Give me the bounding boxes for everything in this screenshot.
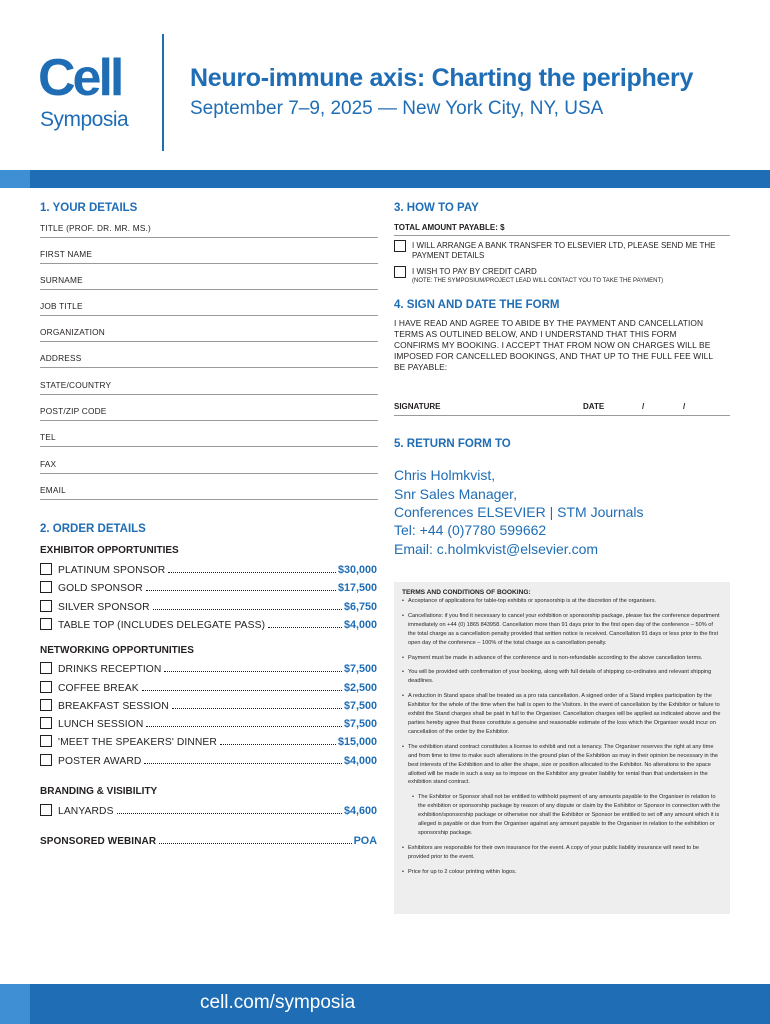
webinar-label: SPONSORED WEBINAR <box>40 836 157 847</box>
terms-item: • The exhibition stand contract constitutes a license to exhibit and not a tenancy. The Organiser reserves the right at any time and from time to time to make such alterations in the ground plan of the Exhibition as may in their opinion be necessary in the best interests of the Exhibition and to alter the shape, size or position allocated to the Exhibitor. No alterations to the space allotted will be made in such a way as to impose on the Exhibitor any greater liability for rental than that undertaken in the exhibition stand contract. <box>402 743 722 788</box>
job-title-field[interactable]: JOB TITLE <box>40 298 378 316</box>
lanyards-checkbox[interactable] <box>40 804 52 816</box>
order-item-label: LANYARDS <box>58 806 114 817</box>
order-item-lanyards[interactable] <box>40 803 377 817</box>
contact-role: Snr Sales Manager, <box>394 486 517 502</box>
first-name-field[interactable]: FIRST NAME <box>40 246 378 264</box>
return-heading: 5. RETURN FORM TO <box>394 438 511 450</box>
order-details-heading: 2. ORDER DETAILS <box>40 523 146 535</box>
date-label: DATE <box>583 402 605 411</box>
order-item-speakers-dinner[interactable] <box>40 734 377 748</box>
silver-checkbox[interactable] <box>40 600 52 612</box>
order-item-price: $15,000 <box>337 736 377 748</box>
leader-dots <box>164 671 342 672</box>
order-item-lunch[interactable] <box>40 716 377 730</box>
leader-dots <box>168 572 336 573</box>
top-band-tab <box>0 170 30 188</box>
logo-word: Cell <box>38 49 122 107</box>
platinum-checkbox[interactable] <box>40 563 52 575</box>
speakers-dinner-checkbox[interactable] <box>40 735 52 747</box>
order-item-label: POSTER AWARD <box>58 756 142 767</box>
header-divider <box>162 34 164 151</box>
order-item-price: $4,000 <box>343 755 377 767</box>
bank-transfer-label: I WILL ARRANGE A BANK TRANSFER TO ELSEVIER LTD, PLEASE SEND ME THE PAYMENT DETAILS <box>412 241 716 260</box>
order-item-price: $7,500 <box>343 663 377 675</box>
leader-dots <box>146 590 336 591</box>
terms-item: • Payment must be made in advance of the conference and is non-refundable according to the above cancellation terms. <box>402 654 722 663</box>
tel-field[interactable]: TEL <box>40 429 378 447</box>
credit-card-label: I WISH TO PAY BY CREDIT CARD <box>412 267 537 276</box>
top-band <box>0 170 770 188</box>
order-item-coffee[interactable] <box>40 680 377 694</box>
terms-item: • Cancellations: if you find it necessary to cancel your exhibition or sponsorship package, please fax the conference department immediately on +44 (0) 1865 843958. Cancellation more than 91 days prior to the first open day of the conference – 50% of the total charge as a cancellation penalty provided that written notice is received. Cancellation 91 days or less prior to the first open day of the conference – 100% of the total charge as a cancellation penalty. <box>402 612 722 648</box>
footer-url[interactable]: cell.com/symposia <box>200 992 356 1013</box>
leader-dots <box>268 627 342 628</box>
leader-dots <box>153 609 342 610</box>
table-top-checkbox[interactable] <box>40 618 52 630</box>
your-details-heading: 1. YOUR DETAILS <box>40 202 138 214</box>
footer-tab <box>0 984 30 1024</box>
terms-item: • You will be provided with confirmation of your booking, along with full details of shipping co-ordinates and relevant shipping deadlines. <box>402 668 722 686</box>
bank-transfer-checkbox[interactable] <box>394 240 406 252</box>
date-separator: / <box>683 402 686 411</box>
breakfast-checkbox[interactable] <box>40 699 52 711</box>
contact-email[interactable]: Email: c.holmkvist@elsevier.com <box>394 541 599 557</box>
order-item-price: $6,750 <box>343 601 377 613</box>
order-item-label: GOLD SPONSOR <box>58 583 143 594</box>
signature-line[interactable] <box>394 415 730 416</box>
footer-band <box>0 984 770 1024</box>
order-item-platinum[interactable] <box>40 562 377 576</box>
order-item-poster-award[interactable] <box>40 753 377 767</box>
terms-item: • Acceptance of applications for table-top exhibits or sponsorship is at the discretion of the organisers. <box>402 597 722 606</box>
order-item-price: $7,500 <box>343 718 377 730</box>
order-item-label: PLATINUM SPONSOR <box>58 565 166 576</box>
contact-name: Chris Holmkvist, <box>394 467 496 483</box>
order-item-silver[interactable] <box>40 599 377 613</box>
state-country-field[interactable]: STATE/COUNTRY <box>40 377 378 395</box>
leader-dots <box>144 763 342 764</box>
total-amount-line[interactable] <box>394 235 730 236</box>
agreement-text: I HAVE READ AND AGREE TO ABIDE BY THE PAYMENT AND CANCELLATION TERMS AS OUTLINED BELOW, AND I UNDERSTAND THAT THIS FORM CONFIRMS MY BOOKING. I ACCEPT THAT FROM NOW ON CHARGES WILL BE IMPOSED FOR CANCELLED BOOKINGS, AND THAT UP TO THE FULL FEE WILL BE PAYABLE: <box>394 318 713 372</box>
order-item-breakfast[interactable] <box>40 698 377 712</box>
contact-org: Conferences ELSEVIER | STM Journals <box>394 504 644 520</box>
total-amount-label: TOTAL AMOUNT PAYABLE: $ <box>394 223 505 232</box>
leader-dots <box>172 708 342 709</box>
poster-award-checkbox[interactable] <box>40 754 52 766</box>
order-item-price: $2,500 <box>343 682 377 694</box>
cell-symposia-logo <box>38 49 148 136</box>
order-item-label: SILVER SPONSOR <box>58 602 150 613</box>
page-subtitle: September 7–9, 2025 — New York City, NY, USA <box>190 98 604 119</box>
terms-item: • A reduction in Stand space shall be treated as a pro rata cancellation. A signed order of a Stand implies participation by the Exhibitor for the whole of the time when the hall is open to the Visitors. In the event of cancellation by the Exhibitor or failure to exhibit the Stand charges shall be paid in full to the Organiser. Cancellation charges will be applied as indicated above and the parties hereby agree that these constitute a genuine and reasonable estimate of the loss which the Organiser would incur on cancellation of the order by the Exhibitor. <box>402 692 722 737</box>
coffee-checkbox[interactable] <box>40 681 52 693</box>
lunch-checkbox[interactable] <box>40 717 52 729</box>
leader-dots <box>142 690 342 691</box>
order-item-price: $30,000 <box>337 564 377 576</box>
order-item-table-top[interactable] <box>40 617 377 631</box>
credit-card-checkbox[interactable] <box>394 266 406 278</box>
post-zip-field[interactable]: POST/ZIP CODE <box>40 403 378 421</box>
order-item-price: $7,500 <box>343 700 377 712</box>
leader-dots <box>146 726 342 727</box>
email-field[interactable]: EMAIL <box>40 482 378 500</box>
terms-box <box>394 582 730 914</box>
drinks-checkbox[interactable] <box>40 662 52 674</box>
order-item-label: COFFEE BREAK <box>58 683 139 694</box>
order-item-label: TABLE TOP (INCLUDES DELEGATE PASS) <box>58 620 266 631</box>
order-item-price: $17,500 <box>337 582 377 594</box>
organization-field[interactable]: ORGANIZATION <box>40 324 378 342</box>
leader-dots <box>220 744 336 745</box>
branding-heading: BRANDING & VISIBILITY <box>40 786 158 797</box>
sign-heading: 4. SIGN AND DATE THE FORM <box>394 299 560 311</box>
terms-list <box>402 597 722 877</box>
order-item-label: DRINKS RECEPTION <box>58 664 162 675</box>
logo-sub: Symposia <box>40 108 129 131</box>
terms-item: • Price for up to 2 colour printing within logos. <box>402 868 722 877</box>
leader-dots <box>117 813 342 814</box>
order-item-price: $4,600 <box>343 805 377 817</box>
order-item-drinks[interactable] <box>40 661 377 675</box>
exhibitor-heading: EXHIBITOR OPPORTUNITIES <box>40 545 179 556</box>
networking-heading: NETWORKING OPPORTUNITIES <box>40 645 194 656</box>
fax-field[interactable]: FAX <box>40 456 378 474</box>
order-item-gold[interactable] <box>40 580 377 594</box>
how-to-pay-heading: 3. HOW TO PAY <box>394 202 479 214</box>
order-item-label: BREAKFAST SESSION <box>58 701 169 712</box>
webinar-price: POA <box>353 835 377 847</box>
order-item-label: 'MEET THE SPEAKERS' DINNER <box>58 737 217 748</box>
order-item-label: LUNCH SESSION <box>58 719 144 730</box>
terms-item: • The Exhibitor or Sponsor shall not be entitled to withhold payment of any amounts payable to the Organiser in relation to the exhibition or sponsorship package by reason of any dispute or claim by the Exhibitor or Sponsor in connection with the exhibition/sponsorship package or otherwise nor shall the Exhibitor or Sponsor be entitled to set off any amount which it is alleged is payable or due from the Organiser against any amount payable to the Organiser in relation to the exhibition or sponsorship package. <box>412 793 722 838</box>
title-field[interactable]: TITLE (PROF. DR. MR. MS.) <box>40 220 378 238</box>
address-field[interactable]: ADDRESS <box>40 350 378 368</box>
gold-checkbox[interactable] <box>40 581 52 593</box>
page-title: Neuro-immune axis: Charting the periphery <box>190 64 694 92</box>
contact-tel: Tel: +44 (0)7780 599662 <box>394 522 547 538</box>
terms-item: • Exhibitors are responsible for their own insurance for the event. A copy of your public liability insurance will need to be provided prior to the event. <box>402 844 722 862</box>
credit-card-note: (NOTE: THE SYMPOSIUM/PROJECT LEAD WILL CONTACT YOU TO TAKE THE PAYMENT) <box>412 278 664 284</box>
terms-heading: TERMS AND CONDITIONS OF BOOKING: <box>402 589 531 596</box>
date-separator: / <box>642 402 645 411</box>
order-item-price: $4,000 <box>343 619 377 631</box>
leader-dots <box>159 843 351 844</box>
order-item-webinar[interactable] <box>40 833 377 847</box>
signature-label: SIGNATURE <box>394 402 441 411</box>
surname-field[interactable]: SURNAME <box>40 272 378 290</box>
